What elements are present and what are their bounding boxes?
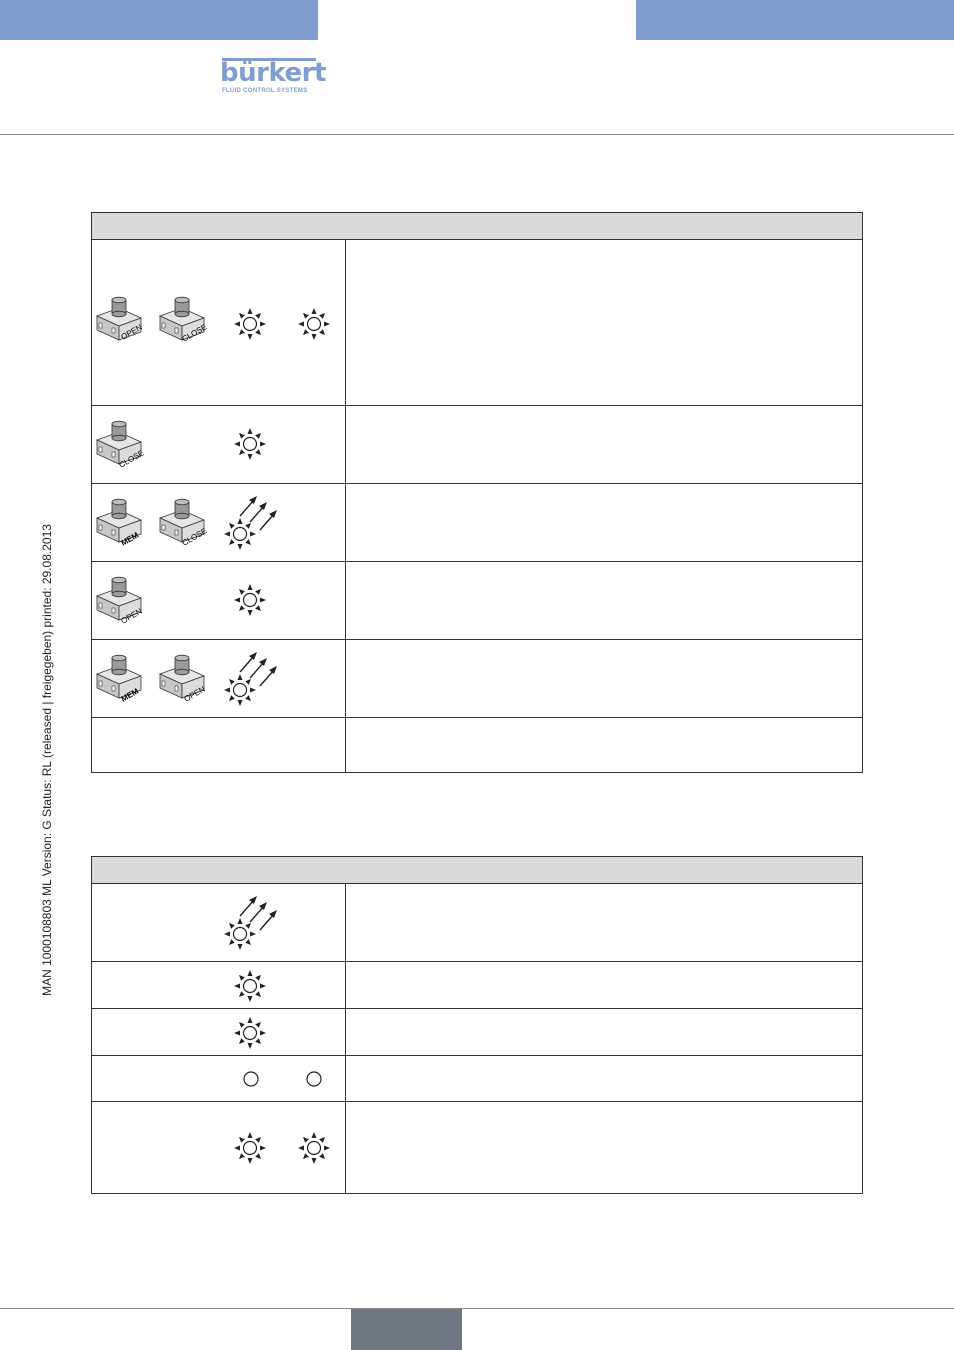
sun-icon [232, 582, 268, 618]
table-row [92, 1102, 863, 1194]
description-cell [346, 962, 863, 1009]
symbol-cell [92, 962, 346, 1009]
open-button-icon [95, 576, 149, 626]
open-button-label: OPEN [182, 684, 207, 704]
table-row [92, 484, 863, 562]
table-row [92, 562, 863, 640]
close-button-icon [158, 296, 214, 344]
table-row [92, 1056, 863, 1102]
table-row [92, 718, 863, 773]
table-row [92, 884, 863, 962]
table-header-row [92, 857, 863, 884]
symbol-cell [92, 484, 346, 562]
open-button-icon [158, 654, 212, 704]
symbol-cell [92, 1056, 346, 1102]
table-row [92, 962, 863, 1009]
sun-icon [296, 1130, 332, 1166]
brand-name: bürkert [220, 58, 326, 88]
sun-icon [232, 968, 268, 1004]
footer-divider [0, 1308, 954, 1309]
open-button-icon [95, 296, 145, 344]
description-cell [346, 1102, 863, 1194]
symbol-cell [92, 718, 346, 773]
mem-button-label: MEM [119, 530, 141, 548]
document-status-text: MAN 1000108803 ML Version: G Status: RL (released | freigegeben) printed: 29.08.2013 [40, 524, 54, 996]
mem-button-icon [95, 498, 149, 548]
mem-button-icon [95, 654, 149, 704]
sun-icon [296, 306, 332, 342]
description-cell [346, 640, 863, 718]
table-header-cell [92, 857, 863, 884]
symbol-cell [92, 406, 346, 484]
description-cell [346, 1009, 863, 1056]
description-cell [346, 1056, 863, 1102]
header-divider [0, 134, 954, 135]
table-row [92, 640, 863, 718]
flashing-sun-icon [222, 892, 282, 954]
sun-icon [232, 1130, 268, 1166]
table-row [92, 1009, 863, 1056]
close-button-label: CLOSE [117, 448, 146, 470]
page-number-tab [351, 1309, 462, 1350]
table-row [92, 240, 863, 406]
close-button-label: CLOSE [180, 526, 209, 548]
close-button-icon [158, 498, 214, 548]
brand-logo [220, 56, 326, 96]
close-button-label: CLOSE [180, 322, 209, 344]
off-circle-icon [242, 1070, 260, 1088]
flashing-sun-icon [222, 492, 282, 554]
brand-tagline: FLUID CONTROL SYSTEMS [222, 88, 308, 94]
led-status-table [91, 856, 863, 1194]
symbol-cell [92, 562, 346, 640]
table-header-cell [92, 213, 863, 240]
table-header-row [92, 213, 863, 240]
description-cell [346, 240, 863, 406]
sun-icon [232, 1015, 268, 1051]
sun-icon [232, 426, 268, 462]
sun-icon [232, 306, 268, 342]
symbol-cell [92, 884, 346, 962]
header-band-right [636, 0, 954, 40]
description-cell [346, 484, 863, 562]
symbol-cell [92, 1102, 346, 1194]
open-button-label: OPEN [119, 322, 144, 342]
description-cell [346, 718, 863, 773]
description-cell [346, 884, 863, 962]
description-cell [346, 406, 863, 484]
symbol-cell [92, 640, 346, 718]
flashing-sun-icon [222, 648, 282, 710]
button-function-table [91, 212, 863, 773]
off-circle-icon [305, 1070, 323, 1088]
symbol-cell [92, 1009, 346, 1056]
header-band-left [0, 0, 318, 40]
close-button-icon [95, 420, 151, 470]
description-cell [346, 562, 863, 640]
table-row [92, 406, 863, 484]
open-button-label: OPEN [119, 606, 144, 626]
mem-button-label: MEM [119, 686, 141, 704]
symbol-cell [92, 240, 346, 406]
